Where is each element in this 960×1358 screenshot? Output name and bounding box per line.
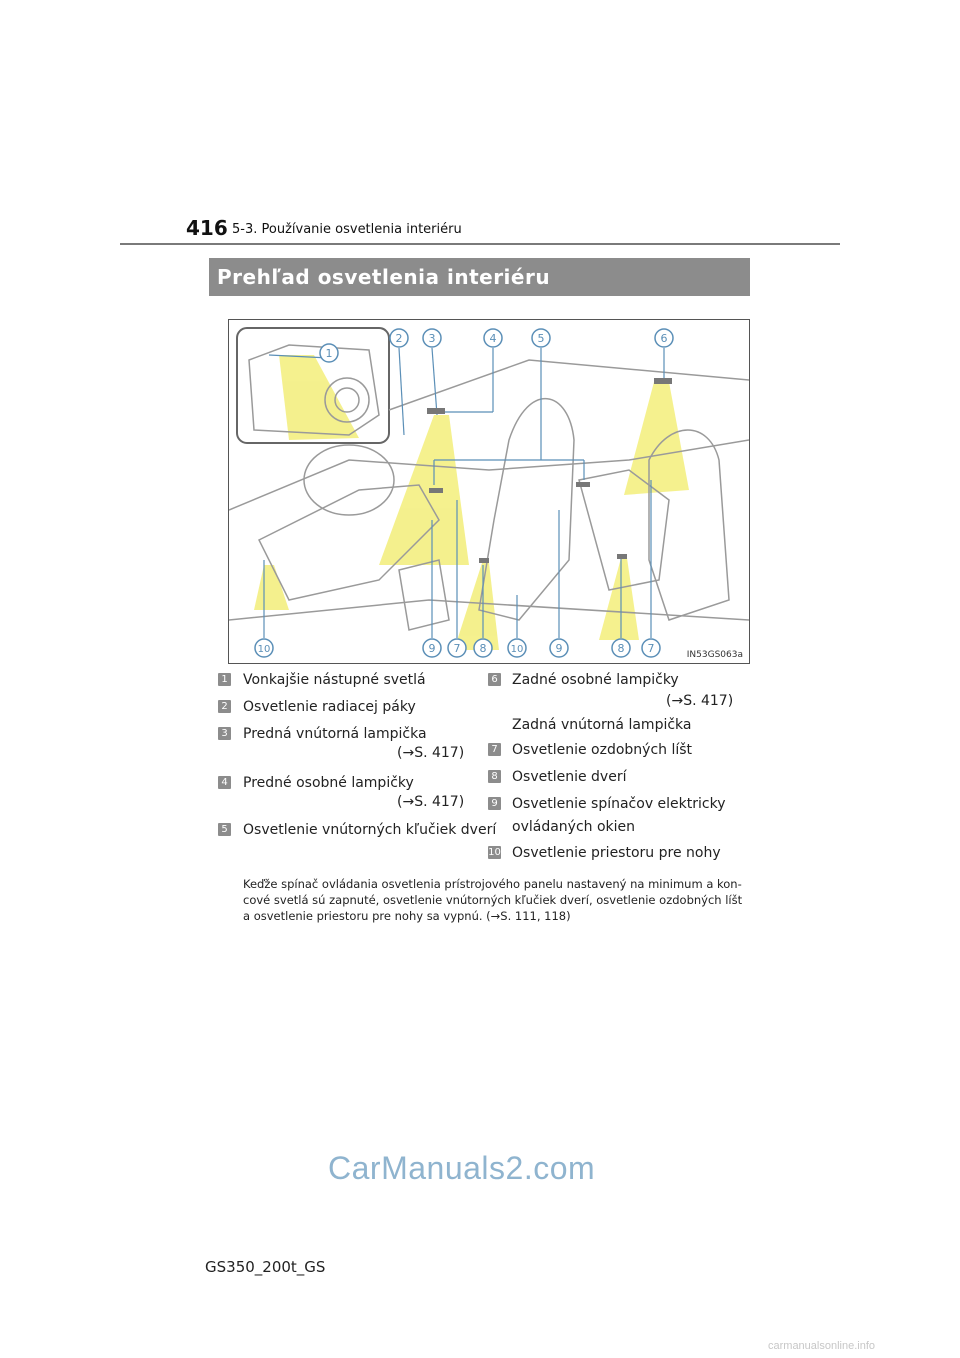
figure-code: IN53GS063a xyxy=(686,650,743,660)
light-cone-door-rear xyxy=(599,558,639,640)
legend-label-2: Osvetlenie radiacej páky xyxy=(243,699,416,715)
legend-number-4: 4 xyxy=(218,776,231,789)
svg-text:2: 2 xyxy=(395,332,403,345)
legend-label-3: Predná vnútorná lampička xyxy=(243,726,427,742)
legend-label-10: Osvetlenie priestoru pre nohy xyxy=(512,845,721,861)
legend-number-5: 5 xyxy=(218,823,231,836)
section-title: 5-3. Používanie osvetlenia interiéru xyxy=(232,222,462,237)
site-watermark: carmanualsonline.info xyxy=(768,1340,876,1352)
watermark: CarManuals2.com xyxy=(328,1150,596,1186)
legend-label-7: Osvetlenie ozdobných líšt xyxy=(512,742,693,758)
legend-number-7: 7 xyxy=(488,743,501,756)
svg-text:6: 6 xyxy=(660,332,668,345)
callout-9-rear xyxy=(549,638,569,658)
callout-7-rear xyxy=(641,638,661,658)
legend-number-8: 8 xyxy=(488,770,501,783)
note-line: Keďže spínač ovládania osvetlenia prístrojového panelu nastavený na minimum a kon- xyxy=(243,877,742,891)
callout-9-front xyxy=(422,638,442,658)
legend-label-8: Osvetlenie dverí xyxy=(512,769,627,785)
legend-ref-6[interactable]: (→S. 417) xyxy=(666,693,734,709)
lighting-note xyxy=(243,876,748,924)
legend-number-9: 9 xyxy=(488,797,501,810)
callout-2 xyxy=(389,328,409,348)
callout-10-center xyxy=(507,638,527,658)
callout-3 xyxy=(422,328,442,348)
svg-text:5: 5 xyxy=(537,332,545,345)
callout-7-front xyxy=(447,638,467,658)
callout-5 xyxy=(531,328,551,348)
interior-lighting-diagram xyxy=(228,319,750,664)
svg-text:8: 8 xyxy=(617,642,625,655)
legend-label-1: Vonkajšie nástupné svetlá xyxy=(243,672,426,688)
light-cone-door-front xyxy=(454,563,499,650)
legend-number-6: 6 xyxy=(488,673,501,686)
svg-text:10: 10 xyxy=(510,644,524,655)
callout-1 xyxy=(319,343,339,363)
callout-8-rear xyxy=(611,638,631,658)
model-code: GS350_200t_GS xyxy=(205,1258,326,1276)
legend-label-9b: ovládaných okien xyxy=(512,819,636,835)
legend-number-2: 2 xyxy=(218,700,231,713)
light-cones xyxy=(254,355,689,650)
legend-ref-3[interactable]: (→S. 417) xyxy=(397,745,465,761)
svg-text:4: 4 xyxy=(489,332,497,345)
legend-number-10: 10 xyxy=(488,847,501,858)
svg-text:7: 7 xyxy=(453,642,461,655)
legend-label-4: Predné osobné lampičky xyxy=(243,775,414,791)
note-line: cové svetlá sú zapnuté, osvetlenie vnútorných kľučiek dverí, osvetlenie ozdobných líšt xyxy=(243,893,743,907)
light-cone-puddle xyxy=(279,355,359,440)
svg-text:8: 8 xyxy=(479,642,487,655)
svg-text:9: 9 xyxy=(428,642,436,655)
header-divider xyxy=(120,243,840,245)
svg-text:7: 7 xyxy=(647,642,655,655)
svg-text:3: 3 xyxy=(428,332,436,345)
page-title: Prehľad osvetlenia interiéru xyxy=(209,258,750,296)
legend-label-6: Zadné osobné lampičky xyxy=(512,672,679,688)
legend-number-1: 1 xyxy=(218,673,231,686)
legend-number-3: 3 xyxy=(218,727,231,740)
legend-label-6b: Zadná vnútorná lampička xyxy=(512,717,692,733)
light-cone-footwell-left xyxy=(254,565,289,610)
legend-label-5: Osvetlenie vnútorných kľučiek dverí xyxy=(243,822,497,838)
callout-4 xyxy=(483,328,503,348)
page-number: 416 xyxy=(186,216,228,240)
callout-10-left xyxy=(254,638,274,658)
note-line: a osvetlenie priestoru pre nohy sa vypnú. (→S. 111, 118) xyxy=(243,909,571,923)
callout-8-front xyxy=(473,638,493,658)
legend-ref-4[interactable]: (→S. 417) xyxy=(397,794,465,810)
interior-illustration xyxy=(229,320,750,664)
legend-label-9: Osvetlenie spínačov elektricky xyxy=(512,796,726,812)
callout-6 xyxy=(654,328,674,348)
svg-text:10: 10 xyxy=(257,644,271,655)
light-cone-rear xyxy=(624,382,689,495)
svg-text:9: 9 xyxy=(555,642,563,655)
svg-text:1: 1 xyxy=(325,347,333,360)
